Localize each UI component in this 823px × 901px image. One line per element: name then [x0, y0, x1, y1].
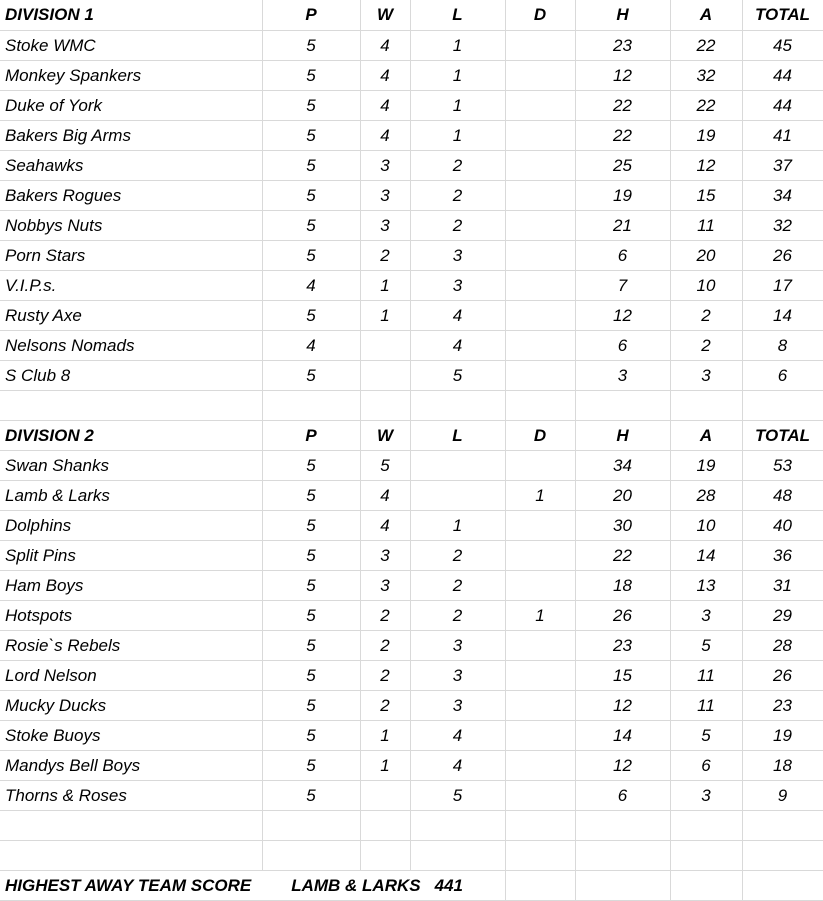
- blank-row: [0, 841, 823, 871]
- team-name-cell[interactable]: Thorns & Roses: [0, 781, 262, 811]
- stat-cell-w[interactable]: 3: [360, 151, 410, 181]
- stat-cell-a[interactable]: 20: [670, 241, 742, 271]
- team-name-cell[interactable]: Split Pins: [0, 541, 262, 571]
- stat-cell-h[interactable]: 19: [575, 181, 670, 211]
- empty-cell[interactable]: [670, 391, 742, 421]
- column-header-h[interactable]: H: [575, 0, 670, 31]
- stat-cell-a[interactable]: 6: [670, 751, 742, 781]
- stat-cell-a[interactable]: 10: [670, 271, 742, 301]
- empty-cell[interactable]: [575, 871, 670, 901]
- empty-cell[interactable]: [262, 391, 360, 421]
- stat-cell-total[interactable]: 17: [742, 271, 823, 301]
- stat-cell-l[interactable]: 1: [410, 91, 505, 121]
- team-name-cell[interactable]: Lamb & Larks: [0, 481, 262, 511]
- stat-cell-w[interactable]: 1: [360, 301, 410, 331]
- stat-cell-total[interactable]: 26: [742, 241, 823, 271]
- stat-cell-d[interactable]: [505, 241, 575, 271]
- team-name-cell[interactable]: Mandys Bell Boys: [0, 751, 262, 781]
- stat-cell-p[interactable]: 5: [262, 661, 360, 691]
- stat-cell-a[interactable]: 15: [670, 181, 742, 211]
- stat-cell-l[interactable]: 3: [410, 691, 505, 721]
- table-row: [0, 361, 823, 391]
- stat-cell-a[interactable]: 5: [670, 631, 742, 661]
- stat-cell-a[interactable]: 28: [670, 481, 742, 511]
- empty-cell[interactable]: [505, 811, 575, 841]
- division-header-row: [0, 421, 823, 451]
- stat-cell-p[interactable]: 5: [262, 571, 360, 601]
- table-row: [0, 151, 823, 181]
- stat-cell-p[interactable]: 5: [262, 121, 360, 151]
- stat-cell-p[interactable]: 5: [262, 91, 360, 121]
- column-header-w[interactable]: W: [360, 0, 410, 31]
- table-row: [0, 511, 823, 541]
- stat-cell-total[interactable]: 8: [742, 331, 823, 361]
- column-header-total[interactable]: TOTAL: [742, 0, 823, 31]
- stat-cell-d[interactable]: [505, 301, 575, 331]
- table-row: [0, 61, 823, 91]
- stat-cell-p[interactable]: 5: [262, 301, 360, 331]
- empty-cell[interactable]: [360, 811, 410, 841]
- blank-row: [0, 391, 823, 421]
- stat-cell-total[interactable]: 18: [742, 751, 823, 781]
- column-header-p[interactable]: P: [262, 421, 360, 451]
- column-header-d[interactable]: D: [505, 0, 575, 31]
- empty-cell[interactable]: [742, 871, 823, 901]
- stat-cell-d[interactable]: [505, 271, 575, 301]
- stat-cell-total[interactable]: 19: [742, 721, 823, 751]
- stat-cell-d[interactable]: [505, 511, 575, 541]
- stat-cell-h[interactable]: 6: [575, 241, 670, 271]
- stat-cell-p[interactable]: 5: [262, 631, 360, 661]
- stat-cell-p[interactable]: 5: [262, 541, 360, 571]
- stat-cell-l[interactable]: 2: [410, 151, 505, 181]
- stat-cell-h[interactable]: 3: [575, 361, 670, 391]
- stat-cell-p[interactable]: 5: [262, 61, 360, 91]
- division-header-row: [0, 0, 823, 31]
- stat-cell-h[interactable]: 6: [575, 331, 670, 361]
- column-header-l[interactable]: L: [410, 0, 505, 31]
- stat-cell-total[interactable]: 6: [742, 361, 823, 391]
- stat-cell-p[interactable]: 5: [262, 481, 360, 511]
- stat-cell-p[interactable]: 5: [262, 781, 360, 811]
- team-name-cell[interactable]: Swan Shanks: [0, 451, 262, 481]
- stat-cell-l[interactable]: [410, 481, 505, 511]
- stat-cell-w[interactable]: 4: [360, 61, 410, 91]
- empty-cell[interactable]: [505, 391, 575, 421]
- stat-cell-h[interactable]: 14: [575, 721, 670, 751]
- stat-cell-total[interactable]: 45: [742, 31, 823, 61]
- stat-cell-d[interactable]: [505, 121, 575, 151]
- stat-cell-l[interactable]: 1: [410, 121, 505, 151]
- stat-cell-h[interactable]: 26: [575, 601, 670, 631]
- empty-cell[interactable]: [360, 391, 410, 421]
- team-name-cell[interactable]: Monkey Spankers: [0, 61, 262, 91]
- stat-cell-a[interactable]: 32: [670, 61, 742, 91]
- stat-cell-h[interactable]: 30: [575, 511, 670, 541]
- stat-cell-p[interactable]: 5: [262, 361, 360, 391]
- stat-cell-a[interactable]: 5: [670, 721, 742, 751]
- stat-cell-total[interactable]: 32: [742, 211, 823, 241]
- table-row: [0, 781, 823, 811]
- footer-label: HIGHEST AWAY TEAM SCORE: [5, 875, 252, 895]
- table-row: [0, 601, 823, 631]
- stat-cell-l[interactable]: 1: [410, 511, 505, 541]
- stat-cell-w[interactable]: 4: [360, 31, 410, 61]
- stat-cell-l[interactable]: 2: [410, 601, 505, 631]
- stat-cell-h[interactable]: 22: [575, 121, 670, 151]
- team-name-cell[interactable]: Hotspots: [0, 601, 262, 631]
- stat-cell-l[interactable]: 4: [410, 331, 505, 361]
- stat-cell-l[interactable]: 1: [410, 31, 505, 61]
- stat-cell-l[interactable]: 2: [410, 211, 505, 241]
- empty-cell[interactable]: [505, 871, 575, 901]
- column-header-w[interactable]: W: [360, 421, 410, 451]
- stat-cell-l[interactable]: 3: [410, 631, 505, 661]
- stat-cell-l[interactable]: 1: [410, 61, 505, 91]
- stat-cell-d[interactable]: [505, 151, 575, 181]
- stat-cell-total[interactable]: 26: [742, 661, 823, 691]
- stat-cell-h[interactable]: 15: [575, 661, 670, 691]
- stat-cell-p[interactable]: 4: [262, 271, 360, 301]
- stat-cell-l[interactable]: 3: [410, 241, 505, 271]
- column-header-h[interactable]: H: [575, 421, 670, 451]
- stat-cell-d[interactable]: [505, 31, 575, 61]
- stat-cell-w[interactable]: 4: [360, 511, 410, 541]
- table-row: [0, 271, 823, 301]
- stat-cell-total[interactable]: 14: [742, 301, 823, 331]
- stat-cell-d[interactable]: [505, 181, 575, 211]
- stat-cell-d[interactable]: 1: [505, 481, 575, 511]
- division-title[interactable]: DIVISION 2: [0, 421, 262, 451]
- table-row: [0, 31, 823, 61]
- stat-cell-p[interactable]: 5: [262, 211, 360, 241]
- empty-cell[interactable]: [0, 811, 262, 841]
- table-row: [0, 331, 823, 361]
- team-name-cell[interactable]: Rusty Axe: [0, 301, 262, 331]
- team-name-cell[interactable]: Lord Nelson: [0, 661, 262, 691]
- empty-cell[interactable]: [670, 811, 742, 841]
- column-header-a[interactable]: A: [670, 421, 742, 451]
- stat-cell-a[interactable]: 22: [670, 31, 742, 61]
- stat-cell-l[interactable]: 4: [410, 301, 505, 331]
- team-name-cell[interactable]: Seahawks: [0, 151, 262, 181]
- column-header-p[interactable]: P: [262, 0, 360, 31]
- stat-cell-p[interactable]: 5: [262, 31, 360, 61]
- stat-cell-l[interactable]: 3: [410, 271, 505, 301]
- stat-cell-d[interactable]: [505, 211, 575, 241]
- empty-cell[interactable]: [262, 811, 360, 841]
- stat-cell-total[interactable]: 44: [742, 91, 823, 121]
- stat-cell-w[interactable]: 3: [360, 211, 410, 241]
- stat-cell-p[interactable]: 4: [262, 331, 360, 361]
- stat-cell-p[interactable]: 5: [262, 181, 360, 211]
- footer-content: [5, 876, 505, 896]
- stat-cell-h[interactable]: 25: [575, 151, 670, 181]
- stat-cell-d[interactable]: [505, 61, 575, 91]
- stat-cell-w[interactable]: 3: [360, 181, 410, 211]
- stat-cell-total[interactable]: 23: [742, 691, 823, 721]
- stat-cell-w[interactable]: 5: [360, 451, 410, 481]
- stat-cell-total[interactable]: 34: [742, 181, 823, 211]
- empty-cell[interactable]: [262, 841, 360, 871]
- table-row: [0, 721, 823, 751]
- empty-cell[interactable]: [575, 811, 670, 841]
- stat-cell-total[interactable]: 28: [742, 631, 823, 661]
- empty-cell[interactable]: [670, 841, 742, 871]
- stat-cell-h[interactable]: 12: [575, 751, 670, 781]
- stat-cell-w[interactable]: 2: [360, 601, 410, 631]
- stat-cell-p[interactable]: 5: [262, 241, 360, 271]
- empty-cell[interactable]: [742, 811, 823, 841]
- stat-cell-total[interactable]: 9: [742, 781, 823, 811]
- table-row: [0, 481, 823, 511]
- stat-cell-d[interactable]: [505, 451, 575, 481]
- table-row: [0, 451, 823, 481]
- stat-cell-a[interactable]: 2: [670, 301, 742, 331]
- stat-cell-l[interactable]: 4: [410, 751, 505, 781]
- stat-cell-h[interactable]: 22: [575, 91, 670, 121]
- empty-cell[interactable]: [410, 841, 505, 871]
- highest-away-score-row: [0, 871, 823, 901]
- team-name-cell[interactable]: Stoke Buoys: [0, 721, 262, 751]
- stat-cell-h[interactable]: 6: [575, 781, 670, 811]
- footer-score: 441: [434, 875, 463, 895]
- stat-cell-d[interactable]: [505, 541, 575, 571]
- stat-cell-h[interactable]: 23: [575, 631, 670, 661]
- column-header-a[interactable]: A: [670, 0, 742, 31]
- stat-cell-d[interactable]: [505, 91, 575, 121]
- empty-cell[interactable]: [505, 841, 575, 871]
- stat-cell-l[interactable]: 3: [410, 661, 505, 691]
- stat-cell-a[interactable]: 3: [670, 361, 742, 391]
- team-name-cell[interactable]: Stoke WMC: [0, 31, 262, 61]
- stat-cell-total[interactable]: 44: [742, 61, 823, 91]
- table-row: [0, 211, 823, 241]
- empty-cell[interactable]: [410, 391, 505, 421]
- stat-cell-a[interactable]: 3: [670, 781, 742, 811]
- empty-cell[interactable]: [575, 841, 670, 871]
- stat-cell-total[interactable]: 53: [742, 451, 823, 481]
- stat-cell-a[interactable]: 14: [670, 541, 742, 571]
- stat-cell-total[interactable]: 31: [742, 571, 823, 601]
- empty-cell[interactable]: [410, 811, 505, 841]
- empty-cell[interactable]: [575, 391, 670, 421]
- stat-cell-l[interactable]: 5: [410, 781, 505, 811]
- table-row: [0, 661, 823, 691]
- table-row: [0, 91, 823, 121]
- column-header-l[interactable]: L: [410, 421, 505, 451]
- stat-cell-h[interactable]: 34: [575, 451, 670, 481]
- stat-cell-w[interactable]: 2: [360, 661, 410, 691]
- stat-cell-h[interactable]: 21: [575, 211, 670, 241]
- team-name-cell[interactable]: S Club 8: [0, 361, 262, 391]
- stat-cell-p[interactable]: 5: [262, 691, 360, 721]
- stat-cell-d[interactable]: [505, 661, 575, 691]
- highest-away-score-cell[interactable]: [0, 871, 505, 901]
- stat-cell-p[interactable]: 5: [262, 721, 360, 751]
- stat-cell-d[interactable]: [505, 721, 575, 751]
- stat-cell-d[interactable]: [505, 571, 575, 601]
- stat-cell-d[interactable]: [505, 751, 575, 781]
- stat-cell-l[interactable]: 4: [410, 721, 505, 751]
- stat-cell-w[interactable]: 2: [360, 241, 410, 271]
- team-name-cell[interactable]: Porn Stars: [0, 241, 262, 271]
- stat-cell-w[interactable]: 1: [360, 721, 410, 751]
- division-title[interactable]: DIVISION 1: [0, 0, 262, 31]
- stat-cell-total[interactable]: 37: [742, 151, 823, 181]
- team-name-cell[interactable]: Bakers Big Arms: [0, 121, 262, 151]
- stat-cell-d[interactable]: [505, 631, 575, 661]
- empty-cell[interactable]: [670, 871, 742, 901]
- team-name-cell[interactable]: Bakers Rogues: [0, 181, 262, 211]
- table-row: [0, 301, 823, 331]
- stat-cell-d[interactable]: [505, 361, 575, 391]
- stat-cell-d[interactable]: 1: [505, 601, 575, 631]
- table-row: [0, 121, 823, 151]
- stat-cell-h[interactable]: 7: [575, 271, 670, 301]
- empty-cell[interactable]: [0, 841, 262, 871]
- table-row: [0, 181, 823, 211]
- footer-team: LAMB & LARKS: [291, 875, 421, 895]
- stat-cell-h[interactable]: 22: [575, 541, 670, 571]
- team-name-cell[interactable]: Ham Boys: [0, 571, 262, 601]
- empty-cell[interactable]: [742, 841, 823, 871]
- column-header-d[interactable]: D: [505, 421, 575, 451]
- table-row: [0, 571, 823, 601]
- stat-cell-d[interactable]: [505, 331, 575, 361]
- stat-cell-a[interactable]: 11: [670, 661, 742, 691]
- stat-cell-l[interactable]: 5: [410, 361, 505, 391]
- stat-cell-p[interactable]: 5: [262, 451, 360, 481]
- stat-cell-h[interactable]: 12: [575, 61, 670, 91]
- stat-cell-h[interactable]: 12: [575, 691, 670, 721]
- stat-cell-a[interactable]: 11: [670, 211, 742, 241]
- stat-cell-h[interactable]: 18: [575, 571, 670, 601]
- stat-cell-p[interactable]: 5: [262, 511, 360, 541]
- table-row: [0, 751, 823, 781]
- team-name-cell[interactable]: Nobbys Nuts: [0, 211, 262, 241]
- stat-cell-a[interactable]: 10: [670, 511, 742, 541]
- stat-cell-w[interactable]: [360, 361, 410, 391]
- table-row: [0, 631, 823, 661]
- stat-cell-total[interactable]: 40: [742, 511, 823, 541]
- team-name-cell[interactable]: Duke of York: [0, 91, 262, 121]
- empty-cell[interactable]: [0, 391, 262, 421]
- stat-cell-total[interactable]: 29: [742, 601, 823, 631]
- empty-cell[interactable]: [360, 841, 410, 871]
- stat-cell-a[interactable]: 19: [670, 451, 742, 481]
- stat-cell-d[interactable]: [505, 691, 575, 721]
- table-row: [0, 241, 823, 271]
- team-name-cell[interactable]: V.I.P.s.: [0, 271, 262, 301]
- stat-cell-l[interactable]: 2: [410, 571, 505, 601]
- stat-cell-l[interactable]: 2: [410, 541, 505, 571]
- table-row: [0, 541, 823, 571]
- stat-cell-w[interactable]: 4: [360, 121, 410, 151]
- stat-cell-p[interactable]: 5: [262, 751, 360, 781]
- stat-cell-a[interactable]: 3: [670, 601, 742, 631]
- stat-cell-total[interactable]: 36: [742, 541, 823, 571]
- stat-cell-a[interactable]: 22: [670, 91, 742, 121]
- empty-cell[interactable]: [742, 391, 823, 421]
- stat-cell-w[interactable]: [360, 331, 410, 361]
- stat-cell-p[interactable]: 5: [262, 151, 360, 181]
- stat-cell-w[interactable]: 4: [360, 481, 410, 511]
- stat-cell-w[interactable]: 3: [360, 541, 410, 571]
- table-row: [0, 691, 823, 721]
- stat-cell-w[interactable]: 4: [360, 91, 410, 121]
- stat-cell-d[interactable]: [505, 781, 575, 811]
- stat-cell-w[interactable]: [360, 781, 410, 811]
- stat-cell-h[interactable]: 20: [575, 481, 670, 511]
- stat-cell-p[interactable]: 5: [262, 601, 360, 631]
- stat-cell-l[interactable]: 2: [410, 181, 505, 211]
- team-name-cell[interactable]: Dolphins: [0, 511, 262, 541]
- stat-cell-a[interactable]: 11: [670, 691, 742, 721]
- stat-cell-w[interactable]: 1: [360, 751, 410, 781]
- stat-cell-a[interactable]: 2: [670, 331, 742, 361]
- column-header-total[interactable]: TOTAL: [742, 421, 823, 451]
- stat-cell-h[interactable]: 23: [575, 31, 670, 61]
- stat-cell-l[interactable]: [410, 451, 505, 481]
- stat-cell-w[interactable]: 3: [360, 571, 410, 601]
- team-name-cell[interactable]: Mucky Ducks: [0, 691, 262, 721]
- team-name-cell[interactable]: Nelsons Nomads: [0, 331, 262, 361]
- stat-cell-w[interactable]: 2: [360, 691, 410, 721]
- stat-cell-w[interactable]: 2: [360, 631, 410, 661]
- stat-cell-a[interactable]: 13: [670, 571, 742, 601]
- stat-cell-a[interactable]: 12: [670, 151, 742, 181]
- blank-row: [0, 811, 823, 841]
- stat-cell-w[interactable]: 1: [360, 271, 410, 301]
- stat-cell-a[interactable]: 19: [670, 121, 742, 151]
- stat-cell-h[interactable]: 12: [575, 301, 670, 331]
- team-name-cell[interactable]: Rosie`s Rebels: [0, 631, 262, 661]
- stat-cell-total[interactable]: 48: [742, 481, 823, 511]
- stat-cell-total[interactable]: 41: [742, 121, 823, 151]
